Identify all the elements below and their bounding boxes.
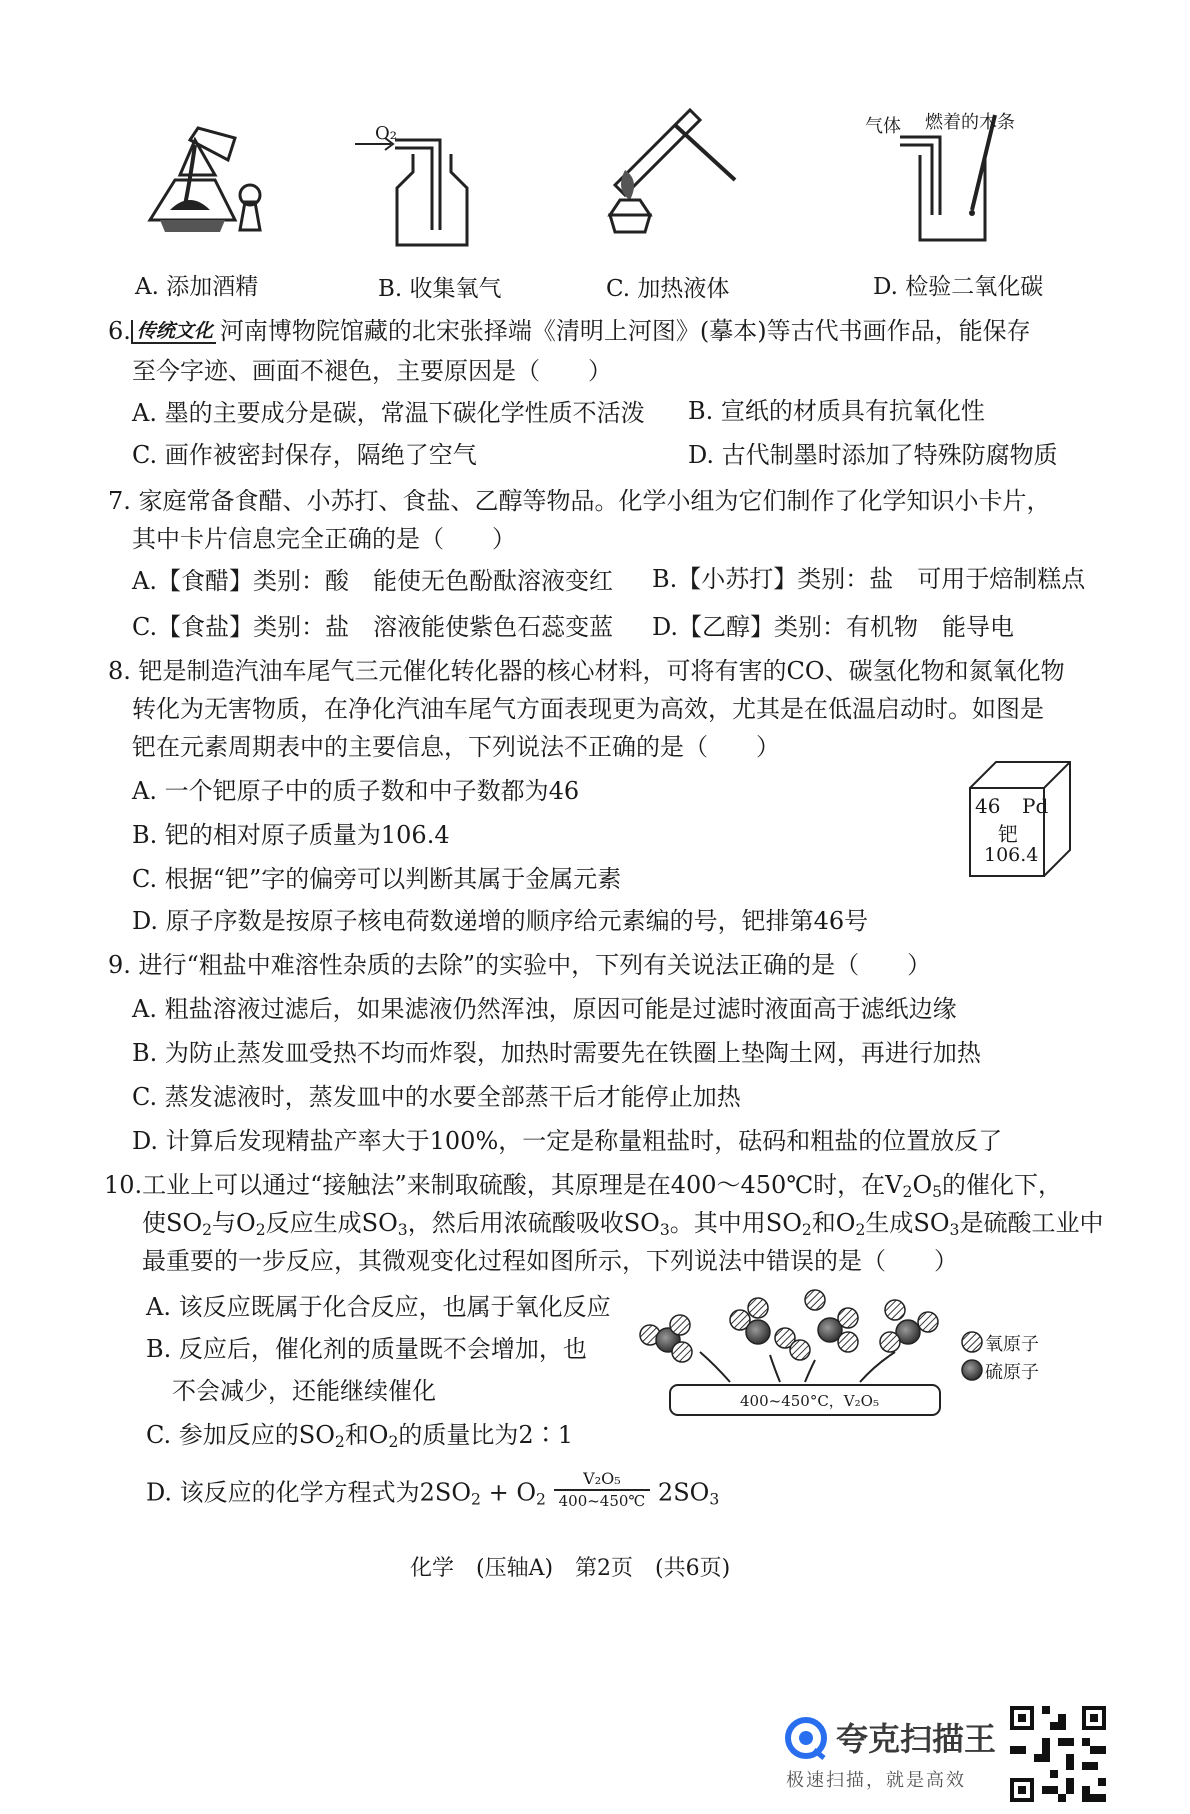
option-b: B. 宣纸的材质具有抗氧化性: [688, 397, 985, 425]
figure-label-d: D. 检验二氧化碳: [873, 274, 1044, 300]
option-c: C. 画作被密封保存，隔绝了空气: [132, 441, 477, 469]
question-stem: 8. 钯是制造汽油车尾气三元催化转化器的核心材料，可将有害的CO、碳氢化物和氮氧化物: [108, 657, 1065, 685]
subscript: 3: [949, 1220, 960, 1239]
stem-text: 使SO: [142, 1209, 203, 1237]
option-d: [146, 1469, 720, 1514]
subscript: 2: [388, 1432, 399, 1451]
figure-c-test-tube-heating: [595, 100, 745, 240]
option-b: B. 为防止蒸发皿受热不均而炸裂，加热时需要先在铁圈上垫陶土网，再进行加热: [132, 1039, 981, 1067]
option-b: B. 反应后，催化剂的质量既不会增加，也: [146, 1335, 587, 1363]
option-text: 的质量比为2∶1: [398, 1421, 573, 1449]
option-text: 2SO: [657, 1478, 710, 1507]
subscript: 2: [202, 1220, 213, 1239]
element-atomic-number: 46: [975, 794, 1001, 818]
option-a: A. 该反应既属于化合反应，也属于氧化反应: [146, 1293, 611, 1321]
catalyst: V₂O₅: [583, 1469, 621, 1488]
subscript: 3: [397, 1220, 408, 1239]
option-d: D. 原子序数是按原子核电荷数递增的顺序给元素编的号，钯排第46号: [132, 907, 869, 935]
stem-text: 与O: [212, 1209, 256, 1237]
legend-oxygen: 氧原子: [985, 1334, 1039, 1355]
stem-text: O: [912, 1171, 933, 1199]
option-b: B. 钯的相对原子质量为106.4: [132, 821, 450, 849]
qr-code-icon: [1010, 1706, 1106, 1802]
reaction-condition: [554, 1470, 650, 1510]
scanner-logo-icon: [784, 1716, 828, 1760]
question-stem: [142, 1208, 1103, 1238]
catalyst-label: 400~450°C，V₂O₅: [740, 1392, 879, 1410]
option-c: C. 根据“钯”字的偏旁可以判断其属于金属元素: [132, 865, 622, 893]
option-d: D. 古代制墨时添加了特殊防腐物质: [688, 441, 1058, 469]
question-number: 6.: [108, 317, 131, 345]
figure-d-co2-test: [900, 115, 1040, 245]
option-text: D. 该反应的化学方程式为2SO: [146, 1478, 472, 1507]
subscript: 3: [659, 1220, 670, 1239]
option-a: A. 一个钯原子中的质子数和中子数都为46: [132, 777, 580, 805]
subscript: 2: [801, 1220, 812, 1239]
option-d: D.【乙醇】类别：有机物 能导电: [652, 613, 1015, 641]
figure-d-stick-label: 燃着的木条: [925, 112, 1015, 133]
option-a: A. 墨的主要成分是碳，常温下碳化学性质不活泼: [132, 399, 645, 427]
stem-text: 。其中用SO: [669, 1209, 802, 1237]
subscript: 2: [902, 1182, 913, 1201]
question-number: 10.: [104, 1171, 143, 1199]
option-b: B.【小苏打】类别：盐 可用于焙制糕点: [652, 565, 1086, 593]
stem-text: 反应生成SO: [265, 1209, 398, 1237]
traditional-culture-badge: 传统文化: [131, 320, 216, 344]
figure-label-a: A. 添加酒精: [135, 274, 259, 300]
subscript: 2: [255, 1220, 266, 1239]
reaction-arrow: [554, 1489, 650, 1491]
stem-text: 的催化下，: [942, 1171, 1063, 1199]
subscript: 2: [536, 1490, 546, 1509]
subscript: 2: [855, 1220, 866, 1239]
figure-b-gas-label: O₂: [375, 123, 397, 144]
subscript: 2: [471, 1490, 481, 1509]
option-b-continued: 不会减少，还能继续催化: [172, 1377, 436, 1405]
element-name: 钯: [998, 822, 1018, 846]
question-stem: 转化为无害物质，在净化汽油车尾气方面表现更为高效，尤其是在低温启动时。如图是: [132, 695, 1044, 723]
option-text: C. 参加反应的SO: [146, 1421, 335, 1449]
option-text: + O: [480, 1478, 536, 1507]
question-stem: 7. 家庭常备食醋、小苏打、食盐、乙醇等物品。化学小组为它们制作了化学知识小卡片，: [108, 487, 1051, 515]
temperature: 400~450℃: [558, 1492, 646, 1510]
question-stem: 钯在元素周期表中的主要信息，下列说法不正确的是（ ）: [132, 733, 780, 761]
element-symbol: Pd: [1022, 794, 1049, 818]
question-stem: 最重要的一步反应，其微观变化过程如图所示，下列说法中错误的是（ ）: [142, 1247, 958, 1275]
subscript: 3: [709, 1490, 720, 1509]
option-a: A. 粗盐溶液过滤后，如果滤液仍然浑浊，原因可能是过滤时液面高于滤纸边缘: [132, 995, 957, 1023]
question-stem: 河南博物院馆藏的北宋张择端《清明上河图》(摹本)等古代书画作品，能保存: [219, 317, 1031, 345]
question-stem: [104, 1170, 1062, 1200]
stem-text: ，然后用浓硫酸吸收SO: [407, 1209, 660, 1237]
option-d: D. 计算后发现精盐产率大于100%，一定是称量粗盐时，砝码和粗盐的位置放反了: [132, 1127, 1003, 1155]
stem-text: 和O: [811, 1209, 856, 1237]
legend-sulfur: 硫原子: [985, 1362, 1039, 1383]
figure-a-alcohol-lamp: [140, 120, 270, 250]
option-c: [146, 1420, 573, 1450]
page-footer: 化学 (压轴A) 第2页 (共6页): [410, 1556, 731, 1581]
option-text: 和O: [344, 1421, 389, 1449]
option-c: C.【食盐】类别：盐 溶液能使紫色石蕊变蓝: [132, 613, 614, 641]
subscript: 5: [932, 1182, 943, 1201]
question-stem: 9. 进行“粗盐中难溶性杂质的去除”的实验中，下列有关说法正确的是（ ）: [108, 951, 932, 979]
stem-text: 是硫酸工业中: [959, 1209, 1104, 1237]
scanner-brand: 夸克扫描王: [836, 1720, 997, 1758]
figure-d-gas-label: 气体: [865, 116, 901, 137]
figure-label-b: B. 收集氧气: [378, 276, 502, 302]
question-stem: 其中卡片信息完全正确的是（ ）: [132, 525, 516, 553]
option-c: C. 蒸发滤液时，蒸发皿中的水要全部蒸干后才能停止加热: [132, 1083, 741, 1111]
stem-text: 生成SO: [865, 1209, 950, 1237]
option-a: A.【食醋】类别：酸 能使无色酚酞溶液变红: [132, 567, 613, 595]
figure-label-c: C. 加热液体: [606, 276, 730, 302]
subscript: 2: [334, 1432, 345, 1451]
stem-text: 工业上可以通过“接触法”来制取硫酸，其原理是在400～450℃时，在V: [142, 1171, 903, 1199]
question-stem: 至今字迹、画面不褪色，主要原因是（ ）: [132, 357, 612, 385]
element-atomic-mass: 106.4: [984, 844, 1039, 866]
scanner-slogan: 极速扫描，就是高效: [786, 1770, 966, 1791]
